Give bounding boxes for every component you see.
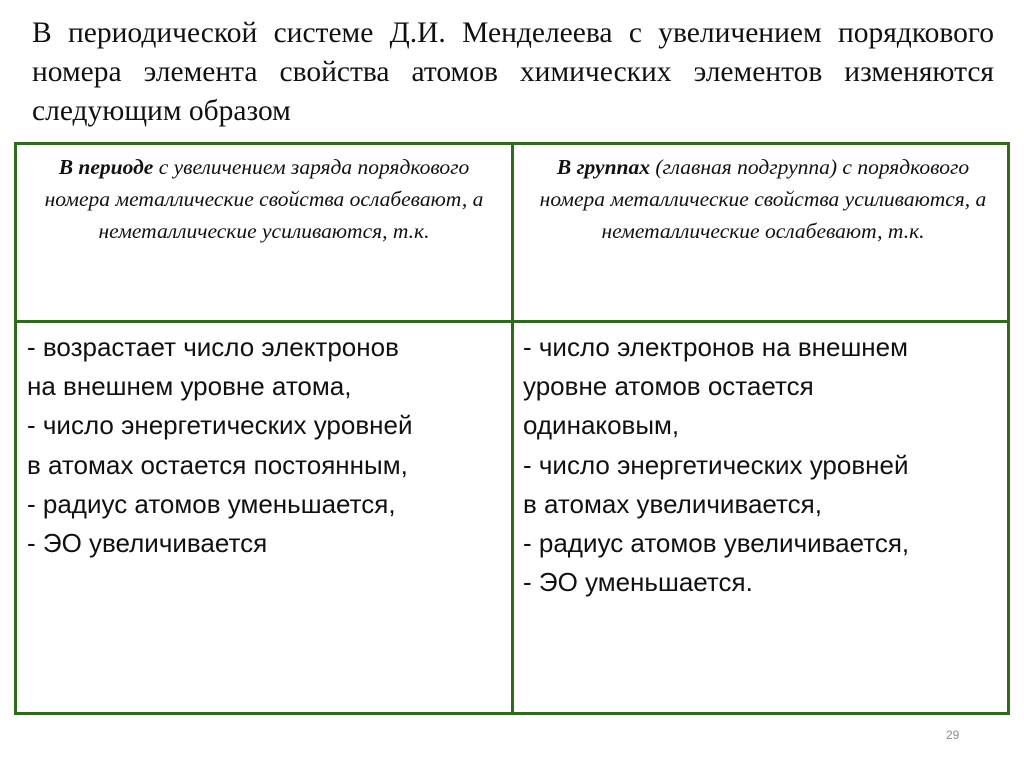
group-line: - радиус атомов увеличивается, [523, 528, 910, 559]
period-header-text: с увеличением заряда порядкового номера металлические свойства ослабевают, а неметаллические усиливаются, т.к. [44, 155, 484, 243]
period-details-cell [27, 328, 507, 563]
group-line: - число энергетических уровней [523, 449, 909, 480]
group-line: - число электронов на внешнем [523, 332, 908, 362]
group-details-cell [523, 328, 1009, 602]
group-header-bold: В группах [556, 155, 650, 179]
column-divider [511, 145, 514, 712]
period-line: - возрастает число электронов [27, 332, 399, 362]
comparison-table [14, 142, 1010, 715]
period-header-bold: В периоде [58, 155, 154, 179]
period-line: - ЭО увеличивается [27, 528, 268, 559]
slide-heading: В периодической системе Д.И. Менделеева с увеличением порядкового номера элемента свойства атомов химических элементов изменяются следующим образом [32, 17, 994, 127]
group-header-cell [529, 151, 997, 247]
group-header-text: (главная подгруппа) с порядкового номера металлические свойства усиливаются, а неметаллические ослабевают, т.к. [539, 155, 987, 243]
row-divider [17, 320, 1007, 323]
period-header-cell [31, 151, 497, 247]
group-line: уровне атомов остается [523, 371, 814, 402]
group-line: одинаковым, [523, 410, 680, 441]
page-number: 29 [946, 728, 960, 742]
period-line: в атомах остается постоянным, [27, 449, 408, 480]
period-line: на внешнем уровне атома, [27, 371, 352, 402]
period-line: - число энергетических уровней [27, 410, 413, 441]
group-line: в атомах увеличивается, [523, 488, 822, 519]
group-line: - ЭО уменьшается. [523, 567, 753, 598]
period-line: - радиус атомов уменьшается, [27, 488, 396, 519]
